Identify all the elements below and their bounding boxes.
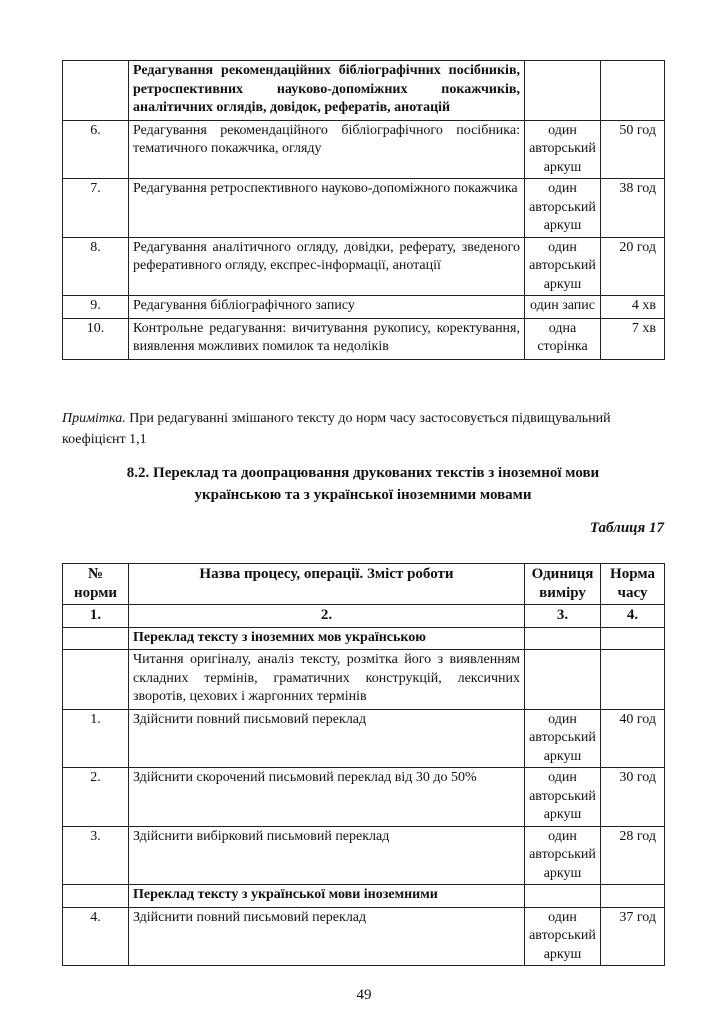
table-row (63, 318, 665, 359)
row-norm (601, 885, 665, 908)
column-number-row (63, 605, 665, 628)
table-row (63, 120, 665, 179)
page-number: 49 (356, 987, 372, 1003)
translation-norms-table (62, 563, 665, 966)
table-row (63, 237, 665, 296)
table-row (63, 826, 665, 885)
row-text: Читання оригіналу, аналіз тексту, розмітка його з виявленням складних термінів, граматичних конструкцій, лексичних зворотів, цехових і жаргонних термінів (129, 650, 525, 710)
table-row (63, 907, 665, 966)
row-unit: один авторський аркуш (525, 907, 601, 966)
section-heading-line1: 8.2. Переклад та доопрацювання друкованих текстів з іноземної мови (126, 465, 600, 481)
norms-table-continued (62, 60, 665, 360)
row-text: Здійснити повний письмовий переклад (129, 907, 525, 966)
row-unit (525, 650, 601, 710)
note-text: При редагуванні змішаного тексту до норм часу застосовується підвищувальний коефіцієнт 1,1 (62, 411, 611, 447)
row-norm: 28 год (601, 826, 665, 885)
header-name: Назва процесу, операції. Зміст роботи (129, 564, 525, 605)
row-norm: 30 год (601, 768, 665, 827)
row-norm (601, 627, 665, 650)
row-text: Контрольне редагування: вичитування рукопису, коректування, виявлення можливих помилок та недоліків (129, 318, 525, 359)
row-number: 2. (63, 768, 129, 827)
row-norm: 40 год (601, 709, 665, 768)
note-label: Примітка. (62, 411, 126, 426)
header-unit: Одиниця виміру (525, 564, 601, 605)
row-number: 6. (63, 120, 129, 179)
row-norm: 20 год (601, 237, 665, 296)
row-text: Редагування аналітичного огляду, довідки, реферату, зведеного реферативного огляду, експрес-інформації, анотації (129, 237, 525, 296)
table-header-row (63, 564, 665, 605)
row-number: 8. (63, 237, 129, 296)
row-unit (525, 885, 601, 908)
row-number: 3. (63, 826, 129, 885)
table-row (63, 709, 665, 768)
note (62, 408, 664, 450)
colnum-1: 1. (63, 605, 129, 628)
table-row (63, 179, 665, 238)
table-row (63, 296, 665, 319)
header-norm: Норма часу (601, 564, 665, 605)
row-unit: один авторський аркуш (525, 826, 601, 885)
row-unit (525, 61, 601, 121)
row-text: Редагування рекомендаційних бібліографічних посібників, ретроспективних науково-допоміжних покажчиків, аналітичних оглядів, довідок, рефератів, анотацій (129, 61, 525, 121)
row-number: 10. (63, 318, 129, 359)
row-unit: один авторський аркуш (525, 768, 601, 827)
row-number: 1. (63, 709, 129, 768)
row-norm (601, 61, 665, 121)
row-number: 9. (63, 296, 129, 319)
row-number (63, 650, 129, 710)
row-text: Здійснити скорочений письмовий переклад від 30 до 50% (129, 768, 525, 827)
row-unit: один авторський аркуш (525, 709, 601, 768)
table-row (63, 885, 665, 908)
table-row (63, 768, 665, 827)
row-unit: один авторський аркуш (525, 237, 601, 296)
row-number (63, 885, 129, 908)
header-num: № норми (63, 564, 129, 605)
colnum-2: 2. (129, 605, 525, 628)
row-unit: один запис (525, 296, 601, 319)
row-number (63, 627, 129, 650)
table-row (63, 61, 665, 121)
row-unit: один авторський аркуш (525, 179, 601, 238)
row-norm: 50 год (601, 120, 665, 179)
row-norm (601, 650, 665, 710)
row-text: Редагування ретроспективного науково-допоміжного покажчика (129, 179, 525, 238)
table-label: Таблиця 17 (589, 520, 664, 536)
row-unit: один авторський аркуш (525, 120, 601, 179)
colnum-3: 3. (525, 605, 601, 628)
row-norm: 37 год (601, 907, 665, 966)
row-text: Переклад тексту з іноземних мов українською (129, 627, 525, 650)
row-unit (525, 627, 601, 650)
section-heading-line2: українською та з української іноземними мовами (194, 487, 532, 503)
row-norm: 38 год (601, 179, 665, 238)
row-text: Здійснити повний письмовий переклад (129, 709, 525, 768)
row-text: Редагування рекомендаційного бібліографічного посібника: тематичного покажчика, огляду (129, 120, 525, 179)
row-text: Здійснити вибірковий письмовий переклад (129, 826, 525, 885)
row-text: Редагування бібліографічного запису (129, 296, 525, 319)
row-norm: 4 хв (601, 296, 665, 319)
section-heading (62, 462, 664, 506)
row-norm: 7 хв (601, 318, 665, 359)
row-number: 7. (63, 179, 129, 238)
colnum-4: 4. (601, 605, 665, 628)
row-number (63, 61, 129, 121)
row-unit: одна сторінка (525, 318, 601, 359)
row-number: 4. (63, 907, 129, 966)
table-row (63, 627, 665, 650)
table-row (63, 650, 665, 710)
row-text: Переклад тексту з української мови іноземними (129, 885, 525, 908)
